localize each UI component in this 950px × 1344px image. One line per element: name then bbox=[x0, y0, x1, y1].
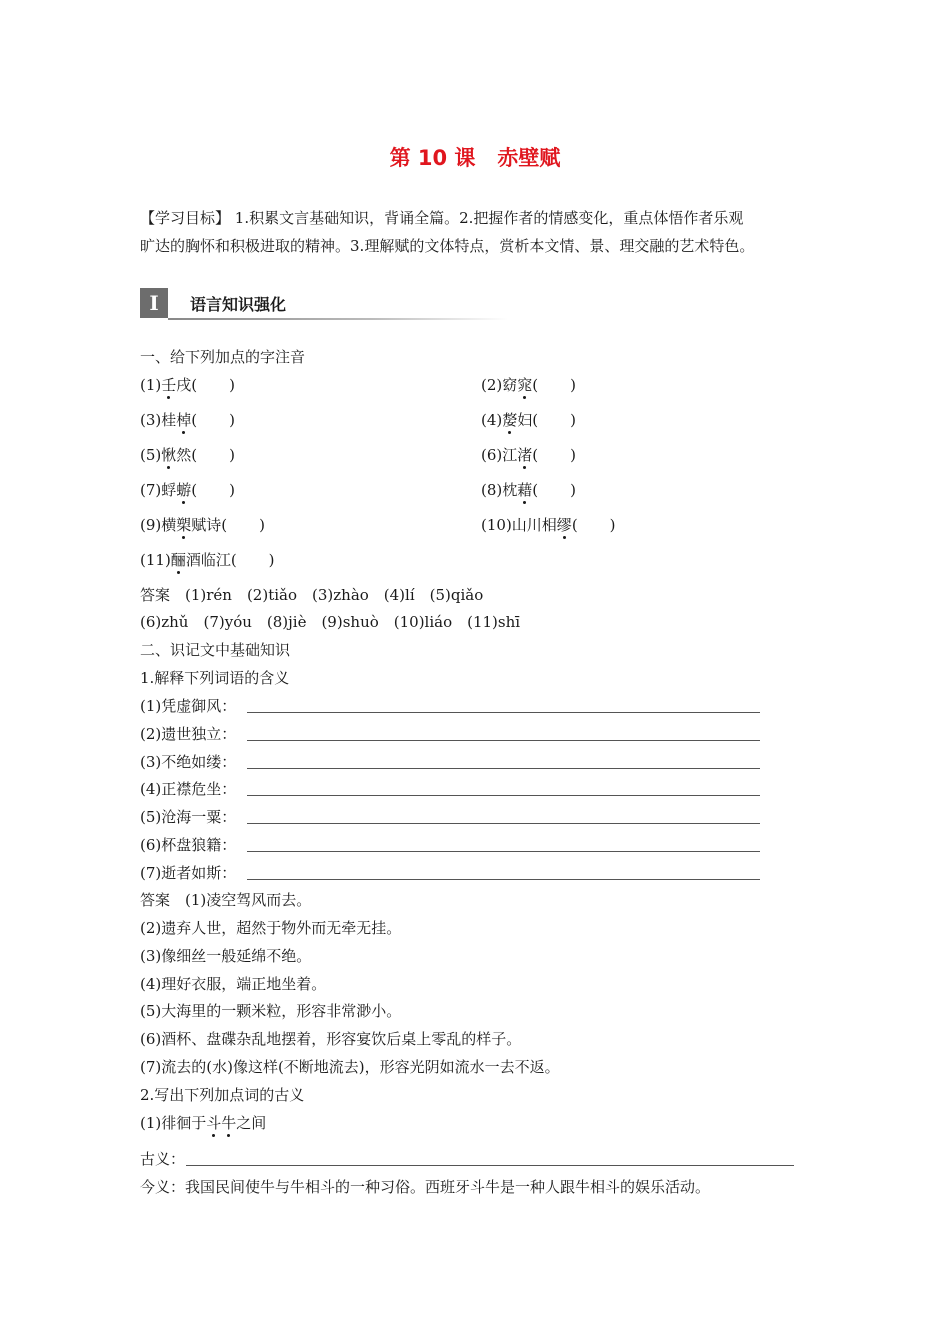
lesson-name: 赤壁赋 bbox=[497, 146, 561, 170]
pinyin-item: (8)枕藉( ) bbox=[481, 481, 576, 499]
term-answer: (2)遗弃人世，超然于物外而无牵无挂。 bbox=[140, 919, 402, 937]
section-title: 语言知识强化 bbox=[190, 295, 287, 314]
pinyin-item: (1)壬戌( ) bbox=[140, 376, 235, 394]
term-answer: (3)像细丝一般延绵不绝。 bbox=[140, 947, 312, 965]
term-answer: 答案 (1)凌空驾风而去。 bbox=[140, 891, 312, 909]
term-item: (3)不绝如缕： bbox=[140, 753, 237, 771]
pinyin-item: (6)江渚( ) bbox=[481, 446, 576, 464]
part2-sub2: 2.写出下列加点词的古义 bbox=[140, 1086, 305, 1104]
part2-sub1: 1.解释下列词语的含义 bbox=[140, 669, 290, 687]
answer-line[interactable] bbox=[247, 823, 760, 824]
pinyin-item: (10)山川相缪( ) bbox=[481, 516, 616, 534]
section-underline bbox=[168, 318, 508, 320]
section-header bbox=[140, 288, 510, 320]
pinyin-item: (7)蜉蝣( ) bbox=[140, 481, 235, 499]
term-item: (2)遗世独立： bbox=[140, 725, 237, 743]
pinyin-item: (3)桂棹( ) bbox=[140, 411, 235, 429]
pinyin-item: (4)嫠妇( ) bbox=[481, 411, 576, 429]
lesson-number: 第 10 课 bbox=[389, 146, 476, 170]
pinyin-item: (11)酾酒临江( ) bbox=[140, 551, 275, 569]
ancient-meaning-label: 古义： bbox=[140, 1150, 186, 1168]
pinyin-item: (2)窈窕( ) bbox=[481, 376, 576, 394]
term-item: (5)沧海一粟： bbox=[140, 808, 237, 826]
answer-line[interactable] bbox=[247, 851, 760, 852]
part2-heading: 二、识记文中基础知识 bbox=[140, 641, 291, 659]
goal-line-1: 1.积累文言基础知识，背诵全篇。2.把握作者的情感变化，重点体悟作者乐观 bbox=[230, 209, 744, 227]
modern-meaning: 今义：我国民间使牛与牛相斗的一种习俗。西班牙斗牛是一种人跟牛相斗的娱乐活动。 bbox=[140, 1178, 711, 1196]
term-answer: (5)大海里的一颗米粒，形容非常渺小。 bbox=[140, 1002, 402, 1020]
learning-goals bbox=[140, 204, 820, 260]
term-answer: (4)理好衣服，端正地坐着。 bbox=[140, 975, 327, 993]
term-item: (6)杯盘狼籍： bbox=[140, 836, 237, 854]
term-item: (7)逝者如斯： bbox=[140, 864, 237, 882]
section-number: I bbox=[140, 288, 168, 318]
goal-line-2: 旷达的胸怀和积极进取的精神。3.理解赋的文体特点，赏析本文情、景、理交融的艺术特色。 bbox=[140, 237, 755, 255]
part1-heading: 一、给下列加点的字注音 bbox=[140, 348, 306, 366]
lesson-title bbox=[0, 142, 950, 172]
answer-line[interactable] bbox=[247, 879, 760, 880]
pinyin-item: (5)愀然( ) bbox=[140, 446, 235, 464]
goal-label: 【学习目标】 bbox=[140, 209, 231, 227]
term-answer: (6)酒杯、盘碟杂乱地摆着，形容宴饮后桌上零乱的样子。 bbox=[140, 1030, 522, 1048]
term-item: (1)凭虚御风： bbox=[140, 697, 237, 715]
term-item: (4)正襟危坐： bbox=[140, 780, 237, 798]
pinyin-answer-line-2: (6)zhǔ (7)yóu (8)jiè (9)shuò (10)liáo (11)shī bbox=[140, 613, 521, 631]
pinyin-item: (9)横槊赋诗( ) bbox=[140, 516, 265, 534]
ancient-meaning-line[interactable] bbox=[186, 1165, 794, 1166]
pinyin-answer-line-1: 答案 (1)rén (2)tiǎo (3)zhào (4)lí (5)qiǎo bbox=[140, 586, 484, 604]
answer-line[interactable] bbox=[247, 768, 760, 769]
answer-line[interactable] bbox=[247, 740, 760, 741]
answer-line[interactable] bbox=[247, 795, 760, 796]
ancient-meaning-question: (1)徘徊于斗牛之间 bbox=[140, 1114, 267, 1132]
answer-line[interactable] bbox=[247, 712, 760, 713]
term-answer: (7)流去的(水)像这样(不断地流去)，形容光阴如流水一去不返。 bbox=[140, 1058, 560, 1076]
